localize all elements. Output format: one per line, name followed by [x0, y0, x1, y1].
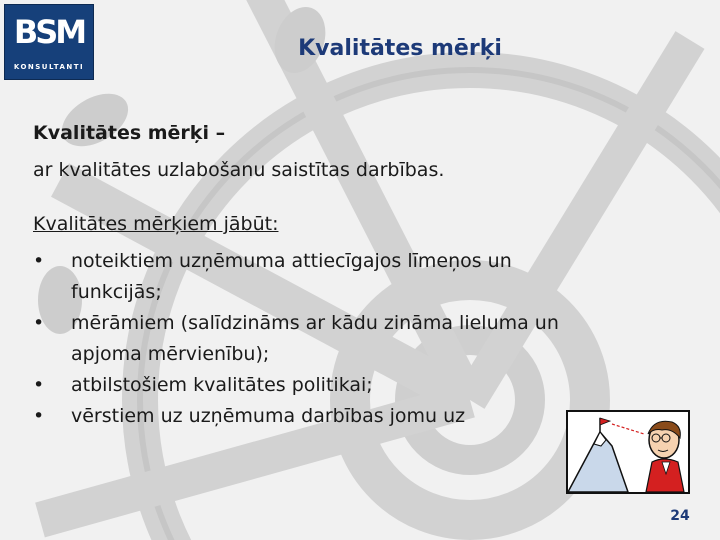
bsm-logo: [4, 4, 94, 80]
list-item-line: mērāmiem (salīdzināms ar kādu zināma lieluma un: [71, 312, 559, 334]
list-item: [33, 370, 713, 401]
mountain-goal-icon: [568, 412, 688, 492]
bullet-icon: •: [33, 405, 45, 427]
list-item: [33, 246, 713, 308]
logo-sub-text: KONSULTANTI: [13, 63, 85, 71]
bullet-icon: •: [33, 374, 45, 396]
requirements-heading: Kvalitātes mērķiem jābūt:: [33, 213, 279, 235]
logo-main-text: BSM: [13, 13, 85, 51]
definition-term: Kvalitātes mērķi –: [33, 122, 226, 144]
list-item-line: apjoma mērvienību);: [71, 343, 270, 365]
list-item-line: funkcijās;: [71, 281, 162, 303]
slide-title: Kvalitātes mērķi: [298, 36, 502, 61]
bullet-icon: •: [33, 250, 45, 272]
list-item-line: noteiktiem uzņēmuma attiecīgajos līmeņos un: [71, 250, 512, 272]
list-item-line: vērstiem uz uzņēmuma darbības jomu uz: [71, 405, 466, 427]
list-item: [33, 308, 713, 370]
list-item-line: atbilstošiem kvalitātes politikai;: [71, 374, 373, 396]
bullet-icon: •: [33, 312, 45, 334]
definition-text: ar kvalitātes uzlabošanu saistītas darbības.: [33, 159, 445, 181]
mountain-goal-illustration: [566, 410, 690, 494]
requirements-list: [33, 246, 713, 432]
page-number: 24: [670, 508, 690, 524]
